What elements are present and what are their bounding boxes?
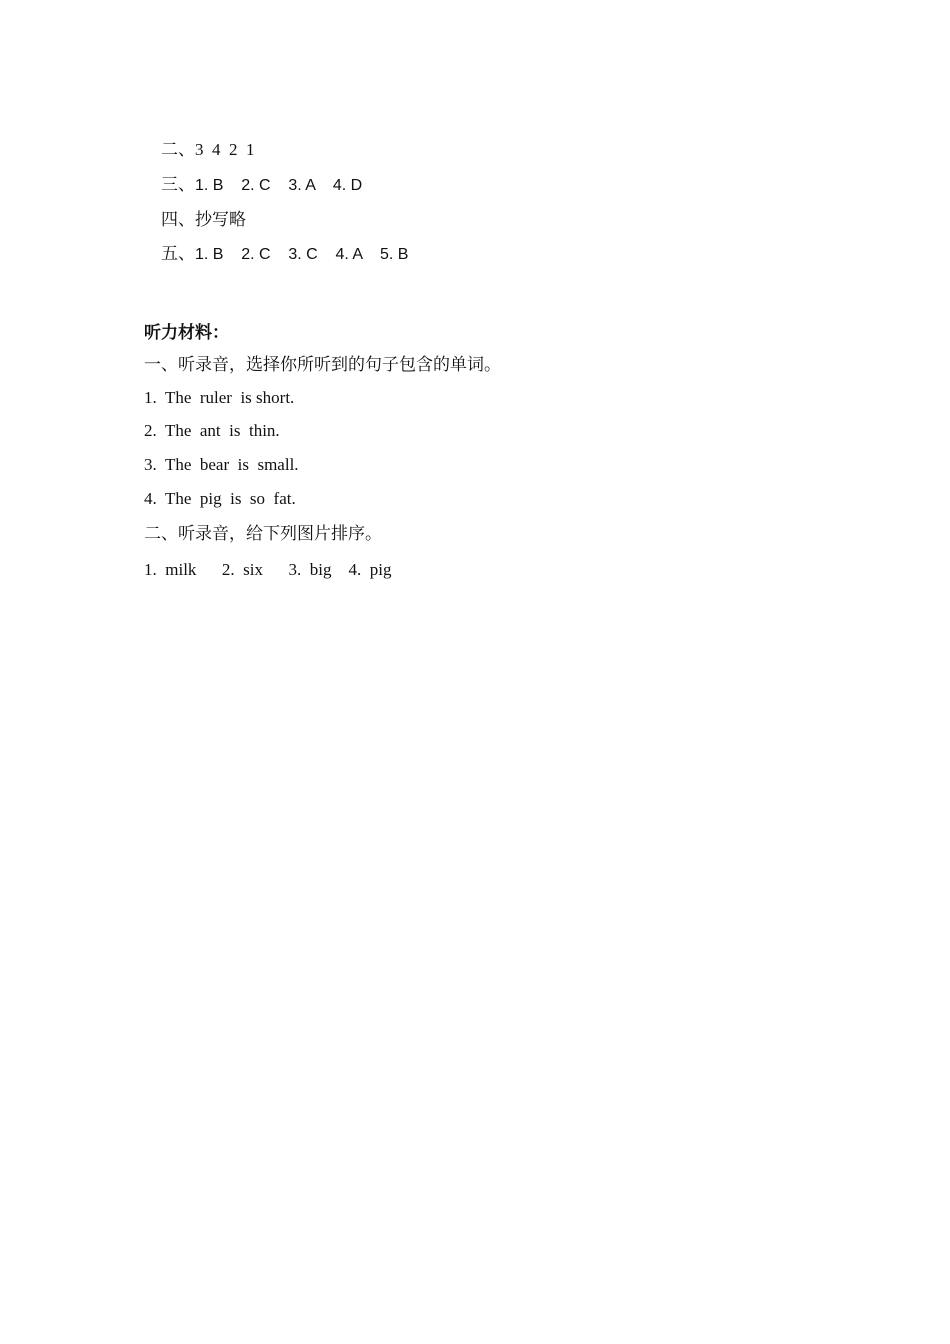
listening-part2-instruction: 二、听录音，给下列图片排序。 (144, 524, 382, 543)
list-item: 1. The ruler is short. (144, 388, 295, 407)
answer-section-3-text: 1. B 2. C 3. A 4. D (195, 177, 363, 194)
answer-section-5 (144, 221, 408, 288)
list-item: 4. The pig is so fat. (144, 489, 296, 508)
answer-section-5-text: 1. B 2. C 3. C 4. A 5. B (195, 246, 409, 263)
answer-section-3-prefix: 三、 (161, 175, 195, 194)
listening-part2-items: 1. milk 2. six 3. big 4. pig (144, 560, 392, 579)
answer-section-5-prefix: 五、 (161, 244, 195, 263)
answer-section-2-text: 二、3 4 2 1 (161, 140, 255, 159)
listening-part1-instruction: 一、听录音，选择你所听到的句子包含的单词。 (144, 355, 501, 374)
list-item: 3. The bear is small. (144, 455, 299, 474)
listening-heading: 听力材料： (144, 323, 229, 342)
answer-section-4-text: 四、抄写略 (161, 210, 246, 229)
list-item: 2. The ant is thin. (144, 421, 280, 440)
